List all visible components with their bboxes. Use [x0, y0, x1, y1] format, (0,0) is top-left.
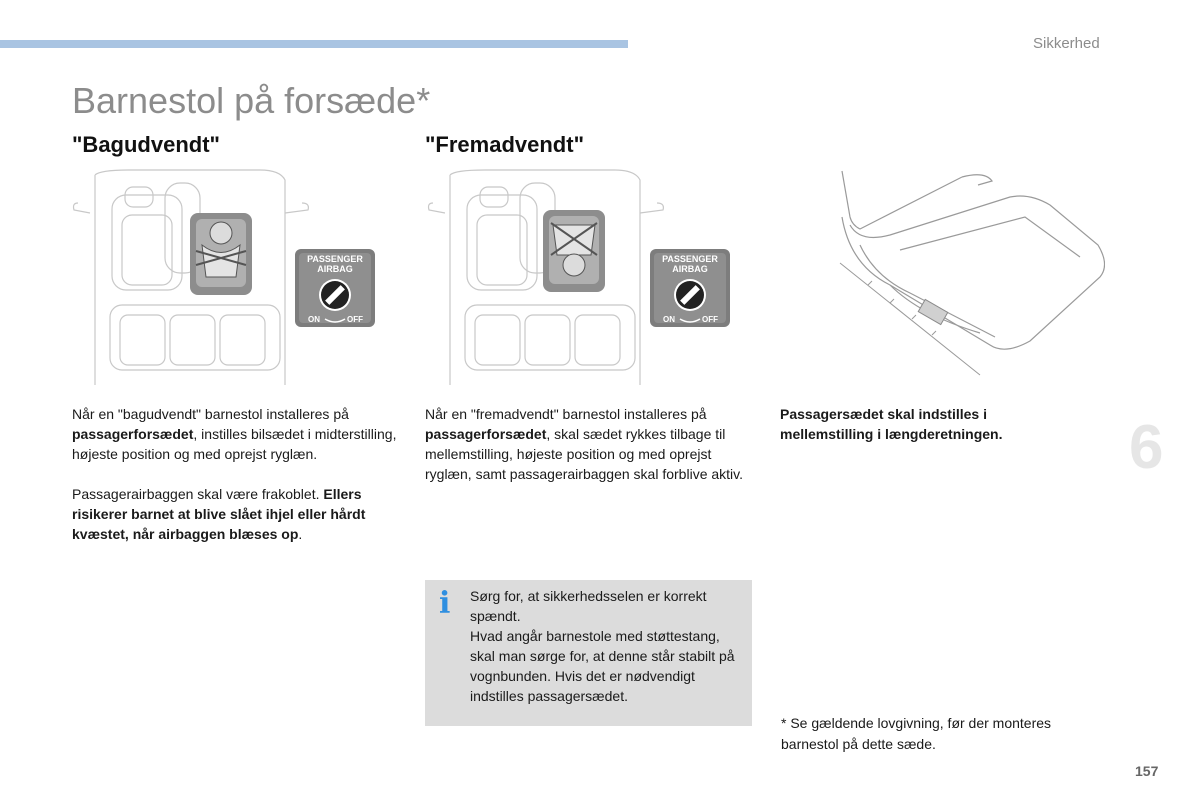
airbag-on-indicator: [648, 247, 732, 329]
airbag-off-indicator: [293, 247, 377, 329]
rear-facing-paragraph-2: [72, 484, 402, 544]
rear-p2-bold-warning: Ellers risikerer barnet at blive slået ihjel eller hårdt kvæstet, når airbaggen blæses op: [72, 486, 366, 542]
page-number: 157: [1135, 763, 1159, 779]
front-p1-text-a: Når en "fremadvendt" barnestol installeres på: [425, 406, 707, 422]
rear-facing-paragraph-1: [72, 404, 397, 464]
rear-p1-text-a: Når en "bagudvendt" barnestol installeres på: [72, 406, 349, 422]
airbag-label-line1: PASSENGER: [662, 254, 718, 264]
airbag-on-label: ON: [663, 315, 675, 324]
rear-p2-text-c: .: [298, 526, 303, 542]
airbag-off-label: OFF: [347, 315, 363, 324]
info-text: [470, 586, 745, 706]
chapter-number: 6: [1129, 413, 1164, 482]
forward-facing-paragraph: [425, 404, 750, 484]
airbag-on-label: ON: [308, 315, 320, 324]
rear-facing-heading: "Bagudvendt": [72, 132, 220, 157]
rear-p2-text-a: Passagerairbaggen skal være frakoblet.: [72, 486, 324, 502]
header-accent-bar: [0, 40, 628, 48]
info-icon: i: [439, 586, 451, 621]
info-box: [425, 580, 752, 726]
passenger-seat-illustration: [780, 165, 1105, 380]
front-p1-text-c: , skal sædet rykkes tilbage til mellemstilling, højeste position og med oprejst ryglæn, samt passagerairbaggen skal forblive aktiv.: [425, 426, 744, 482]
forward-facing-heading: "Fremadvendt": [425, 132, 585, 157]
rear-p1-text-c: , instilles bilsædet i midterstilling, højeste position og med oprejst ryglæn.: [72, 426, 397, 462]
info-line-2: Hvad angår barnestole med støttestang, skal man sørge for, at denne står stabilt på vognbunden. Hvis det er nødvendigt indstilles passagersædet.: [470, 628, 735, 704]
airbag-label-line2: AIRBAG: [672, 264, 708, 274]
front-p1-bold: passagerforsædet: [425, 426, 547, 442]
airbag-label-line2: AIRBAG: [317, 264, 353, 274]
section-title: Sikkerhed: [1033, 35, 1100, 52]
info-line-1: Sørg for, at sikkerhedsselen er korrekt spændt.: [470, 588, 707, 624]
airbag-label-line1: PASSENGER: [307, 254, 363, 264]
rear-p1-bold: passagerforsædet: [72, 426, 194, 442]
footnote: * Se gældende lovgivning, før der monteres barnestol på dette sæde.: [781, 715, 1052, 752]
airbag-off-label: OFF: [702, 315, 718, 324]
seat-adjustment-note: Passagersædet skal indstilles i mellemstilling i længderetningen.: [780, 406, 1003, 442]
page-title: Barnestol på forsæde*: [72, 80, 431, 121]
